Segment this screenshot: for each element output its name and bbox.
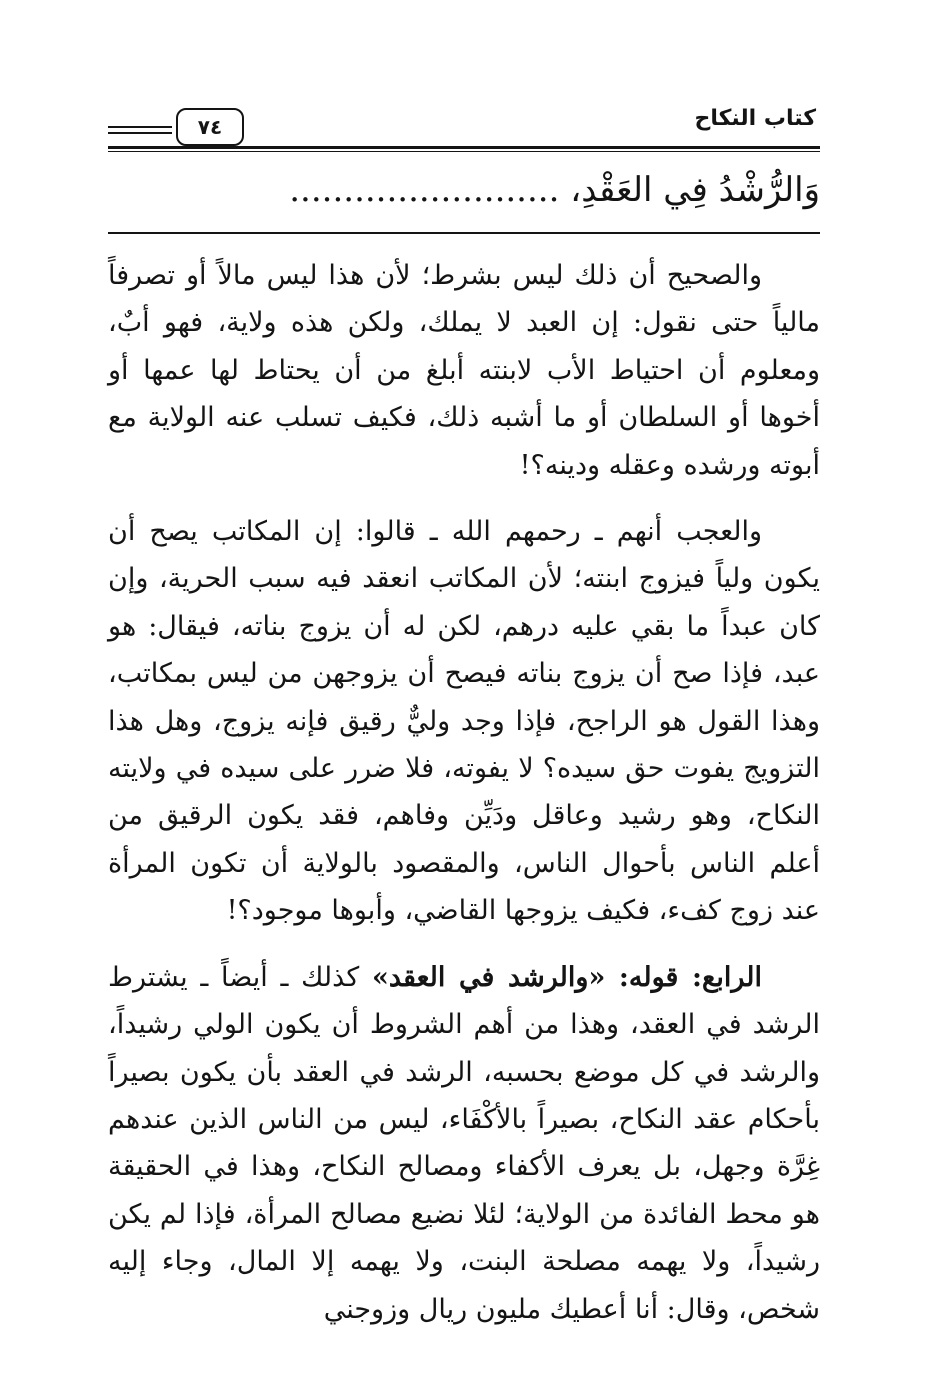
ornament-line — [108, 126, 172, 128]
running-header — [108, 100, 820, 150]
header-rule-thin — [108, 151, 820, 152]
matn-text: وَالرُّشْدُ فِي العَقْدِ، — [570, 170, 820, 210]
matn-dots: ......................... — [289, 170, 560, 210]
header-rule — [108, 146, 820, 149]
paragraph-text: والعجب أنهم ـ رحمهم الله ـ قالوا: إن المكاتب يصح أن يكون ولياً فيزوج ابنته؛ لأن المكاتب انعقد فيه سبب الحرية، وإن كان عبداً ما بقي عليه درهم، لكن له أن يزوج بناته، فيقال: هو عبد، فإذا صح أن يزوج بناته فيصح أن يزوجهن من ليس بمكاتب، وهذا القول هو الراجح، فإذا وجد وليٌّ رقيق فإنه يزوج، وهل هذا التزويج يفوت حق سيده؟ لا يفوته، فلا ضرر على سيده في ولايته النكاح، وهو رشيد وعاقل ودَيِّن وفاهم، فقد يكون الرقيق من أعلم الناس بأحوال الناس، والمقصود بالولاية أن تكون المرأة عند زوج كفء، فكيف يزوجها القاضي، وأبوها موجود؟! — [108, 516, 820, 927]
paragraph-text: والصحيح أن ذلك ليس بشرط؛ لأن هذا ليس مالاً أو تصرفاً مالياً حتى نقول: إن العبد لا يملك، ولكن هذه ولاية، فهو أبٌ، ومعلوم أن احتياط الأب لابنته أبلغ من أن يحتاط لها عمها أو أخوها أو السلطان أو ما أشبه ذلك، فكيف تسلب عنه الولاية مع أبوته ورشده وعقله ودينه؟! — [108, 260, 820, 481]
matn-excerpt — [108, 160, 820, 220]
paragraph — [108, 508, 820, 935]
book-title: كتاب النكاح — [694, 106, 816, 131]
paragraph — [108, 954, 820, 1333]
paragraph-lead: الرابع: قوله: «والرشد في العقد» — [371, 961, 763, 993]
paragraph-text: كذلك ـ أيضاً ـ يشترط الرشد في العقد، وهذا من أهم الشروط أن يكون الولي رشيداً، والرشد في كل موضع بحسبه، الرشد في العقد بأن يكون بصيراً بأحكام عقد النكاح، بصيراً بالأكْفَاء، ليس من الناس الذين عندهم غِرَّة وجهل، بل يعرف الأكفاء ومصالح النكاح، وهذا في الحقيقة هو محط الفائدة من الولاية؛ لئلا نضيع مصالح المرأة، فإذا لم يكن رشيداً، ولا يهمه مصلحة البنت، ولا يهمه إلا المال، وجاء إليه شخص، وقال: أنا أعطيك مليون ريال وزوجني — [108, 961, 820, 1325]
page-number: ٧٤ — [176, 108, 244, 146]
ornament-line — [108, 132, 172, 134]
matn-separator-rule — [108, 232, 820, 234]
commentary-body — [108, 252, 820, 1333]
paragraph — [108, 252, 820, 489]
page-number-ornament — [108, 106, 278, 150]
